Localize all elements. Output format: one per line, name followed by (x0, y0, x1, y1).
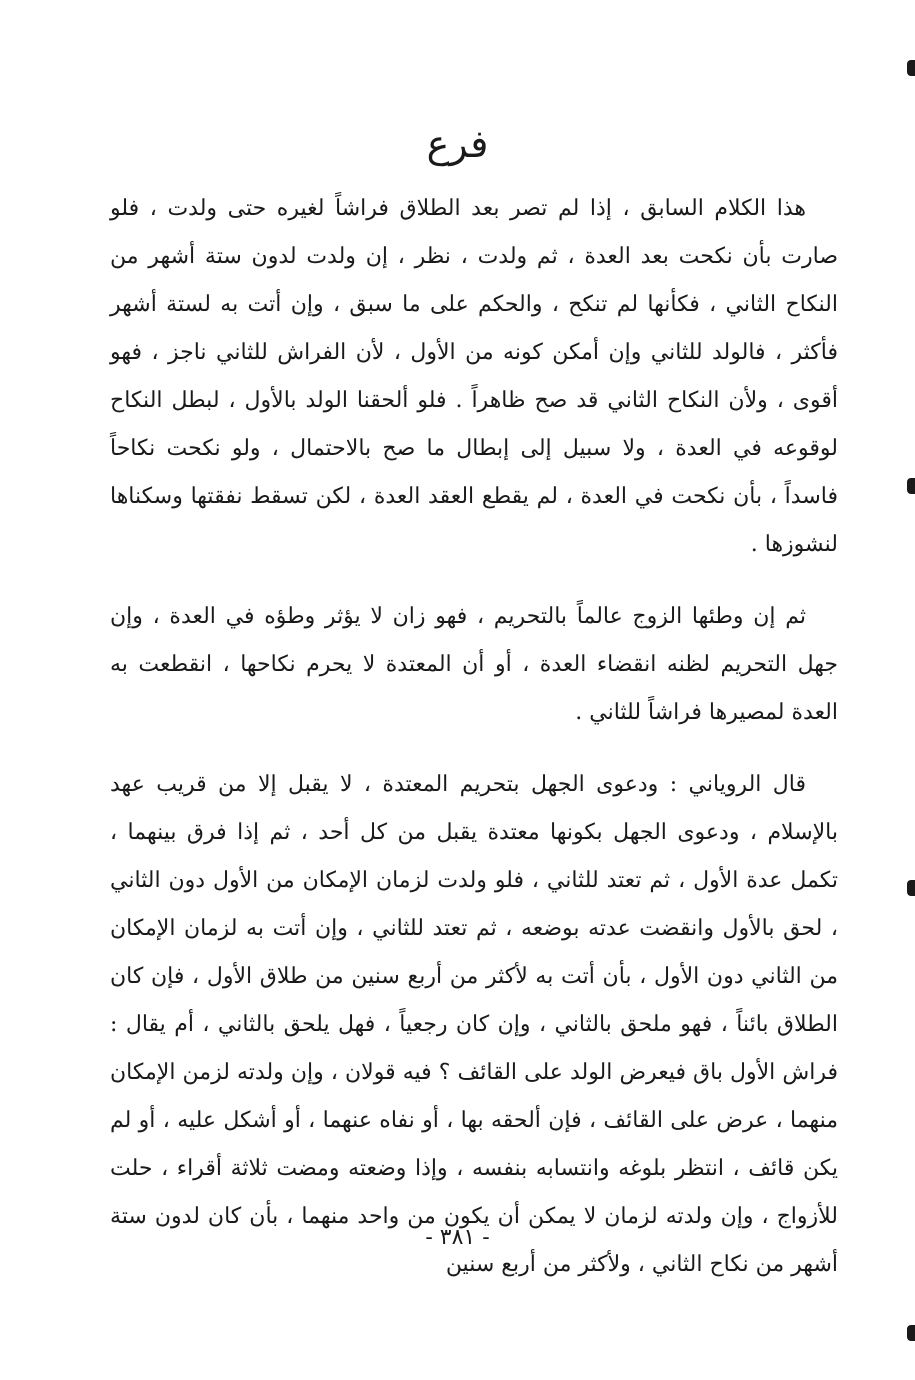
section-heading: فرع (426, 122, 489, 166)
scan-edge-mark (907, 60, 915, 76)
body-text (110, 185, 838, 1313)
paragraph: هذا الكلام السابق ، إذا لم تصر بعد الطلاق فراشاً لغيره حتى ولدت ، فلو صارت بأن نكحت بعد العدة ، ثم ولدت ، نظر ، إن ولدت لدون ستة أشهر من النكاح الثاني ، فكأنها لم تنكح ، والحكم على ما سبق ، وإن أتت به لستة أشهر فأكثر ، فالولد للثاني وإن أمكن كونه من الأول ، لأن الفراش للثاني ناجز ، فهو أقوى ، ولأن النكاح الثاني قد صح ظاهراً . فلو ألحقنا الولد بالأول ، لبطل النكاح لوقوعه في العدة ، ولا سبيل إلى إبطال ما صح بالاحتمال ، ولو نكحت نكاحاً فاسداً ، بأن نكحت في العدة ، لم يقطع العقد العدة ، لكن تسقط نفقتها وسكناها لنشوزها . (110, 196, 838, 557)
paragraph: قال الروياني : ودعوى الجهل بتحريم المعتدة ، لا يقبل إلا من قريب عهد بالإسلام ، ودعوى الجهل بكونها معتدة يقبل من كل أحد ، ثم إذا فرق بينهما ، تكمل عدة الأول ، ثم تعتد للثاني ، فلو ولدت لزمان الإمكان من الأول دون الثاني ، لحق بالأول وانقضت عدته بوضعه ، ثم تعتد للثاني ، وإن أتت به لزمان الإمكان من الثاني دون الأول ، بأن أتت به لأكثر من أربع سنين من طلاق الأول ، فإن كان الطلاق بائناً ، فهو ملحق بالثاني ، وإن كان رجعياً ، فهل يلحق بالثاني ، أم يقال : فراش الأول باق فيعرض الولد على القائف ؟ فيه قولان ، وإن ولدته لزمن الإمكان منهما ، عرض على القائف ، فإن ألحقه بها ، أو نفاه عنهما ، أو أشكل عليه ، أو لم يكن قائف ، انتظر بلوغه وانتسابه بنفسه ، وإذا وضعته ومضت ثلاثة أقراء ، حلت للأزواج ، وإن ولدته لزمان لا يمكن أن يكون من واحد منهما ، بأن كان لدون ستة أشهر من نكاح الثاني ، ولأكثر من أربع سنين (110, 772, 838, 1277)
scan-edge-mark (907, 880, 915, 896)
page-number: - ٣٨١ - (425, 1225, 490, 1250)
scan-edge-mark (907, 478, 915, 494)
paragraph: ثم إن وطئها الزوج عالماً بالتحريم ، فهو زان لا يؤثر وطؤه في العدة ، وإن جهل التحريم لظنه انقضاء العدة ، أو أن المعتدة لا يحرم نكاحها ، انقطعت به العدة لمصيرها فراشاً للثاني . (110, 604, 838, 725)
scan-edge-mark (907, 1325, 915, 1341)
